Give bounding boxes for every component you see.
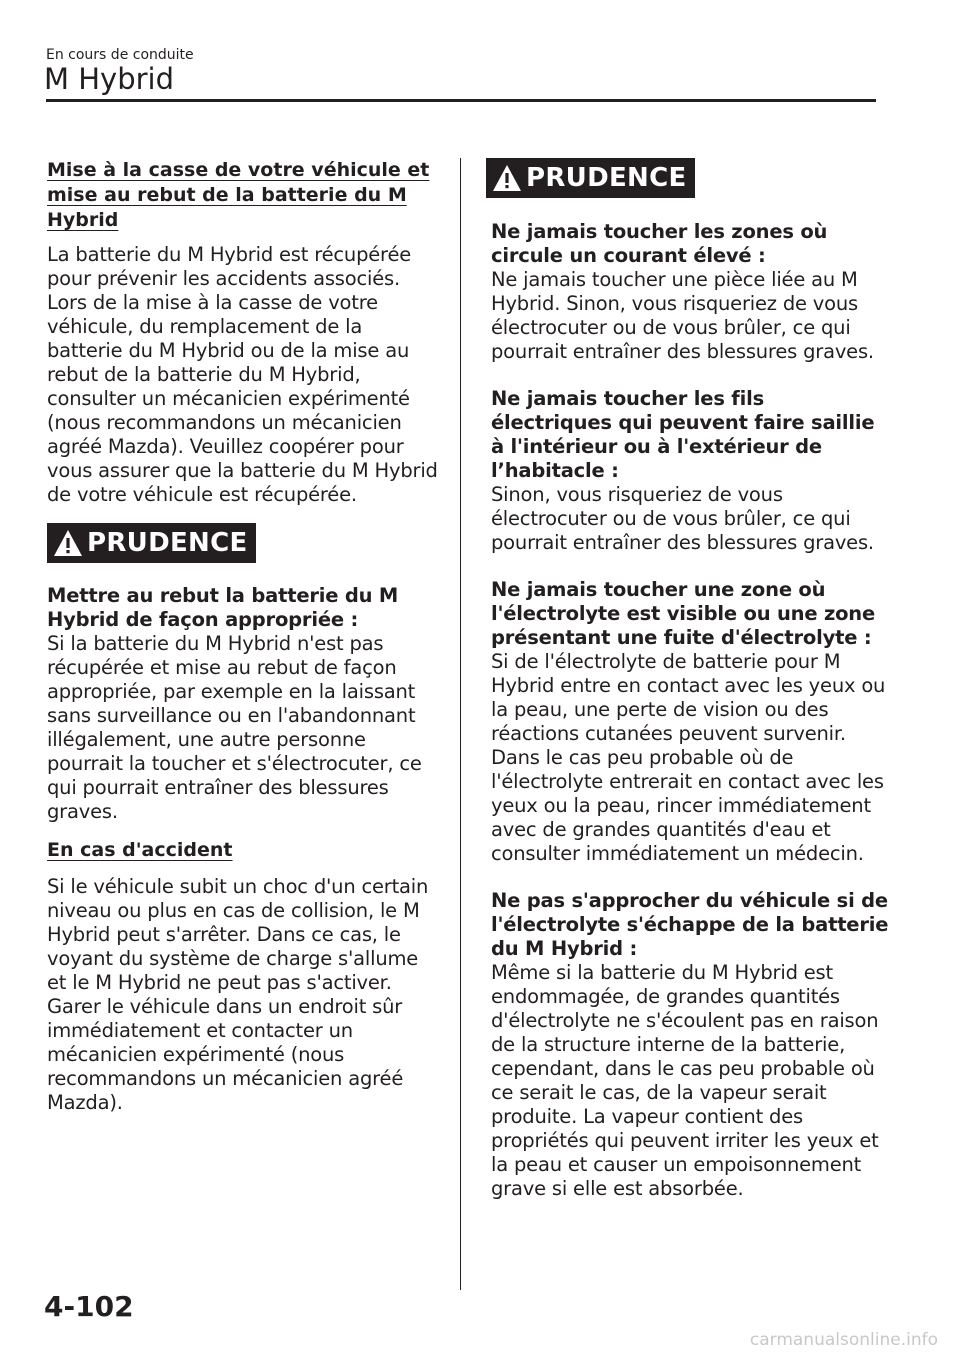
caution-item	[491, 889, 891, 1201]
scrap-paragraph: La batterie du M Hybrid est récupérée pour prévenir les accidents associés. Lors de la mise à la casse de votre véhicule, du remplacement de la batterie du M Hybrid ou de la mise au rebut de la batterie du M Hybrid, consulter un mécanicien expérimenté (nous recommandons un mécanicien agréé Mazda). Veuillez coopérer pour vous assurer que la batterie du M Hybrid de votre véhicule est récupérée.	[47, 243, 438, 506]
caution-label: PRUDENCE	[87, 528, 248, 558]
caution-badge	[486, 158, 695, 198]
caution-item-title: Ne jamais toucher une zone où l'électrolyte est visible ou une zone présentant une fuite d'électrolyte :	[491, 578, 875, 649]
caution-item-text: Sinon, vous risqueriez de vous électrocuter ou de vous brûler, ce qui pourrait entraîner des blessures graves.	[491, 483, 874, 554]
warning-triangle-icon	[492, 164, 522, 192]
left-column	[47, 158, 442, 1115]
accident-paragraph: Si le véhicule subit un choc d'un certain niveau ou plus en cas de collision, le M Hybrid peut s'arrêter. Dans ce cas, le voyant du système de charge s'allume et le M Hybrid ne peut pas s'activer. Garer le véhicule dans un endroit sûr immédiatement et contacter un mécanicien expérimenté (nous recommandons un mécanicien agréé Mazda).	[47, 875, 429, 1114]
warning-triangle-icon	[53, 529, 83, 557]
scrap-heading-line: Hybrid	[47, 209, 119, 231]
caution-item	[491, 578, 891, 866]
header-rule	[46, 99, 876, 102]
caution-item-title: Ne pas s'approcher du véhicule si de l'électrolyte s'échappe de la batterie du M Hybrid :	[491, 889, 889, 960]
caution-item-text: Si de l'électrolyte de batterie pour M Hybrid entre en contact avec les yeux ou la peau, une perte de vision ou des réactions cutanées peuvent survenir. Dans le cas peu probable où de l'électrolyte entrerait en contact avec les yeux ou la peau, rincer immédiatement avec de grandes quantités d'eau et consulter immédiatement un médecin.	[491, 650, 886, 865]
scrap-heading	[47, 158, 442, 233]
caution-badge	[47, 523, 256, 563]
page-number: 4-102	[44, 1290, 134, 1323]
caution-item-text: Même si la batterie du M Hybrid est endommagée, de grandes quantités d'électrolyte ne s'écoulent pas en raison de la structure interne de la batterie, cependant, dans le cas peu probable où ce serait le cas, de la vapeur serait produite. La vapeur contient des propriétés qui peuvent irriter les yeux et la peau et causer un empoisonnement grave si elle est absorbée.	[491, 961, 879, 1200]
watermark: carmanualsonline.info	[749, 1330, 938, 1350]
right-column	[491, 158, 891, 1201]
scrap-heading-line: mise au rebut de la batterie du M	[47, 184, 407, 206]
caution-item-text: Si la batterie du M Hybrid n'est pas récupérée et mise au rebut de façon appropriée, par exemple en la laissant sans surveillance ou en l'abandonnant illégalement, une autre personne pourrait la toucher et s'électrocuter, ce qui pourrait entraîner des blessures graves.	[47, 632, 422, 823]
caution-item	[491, 220, 891, 364]
running-header: En cours de conduite	[46, 47, 194, 63]
caution-item-title: Ne jamais toucher les fils électriques qui peuvent faire saillie à l'intérieur ou à l'extérieur de l’habitacle :	[491, 387, 875, 482]
scrap-heading-line: Mise à la casse de votre véhicule et	[47, 159, 430, 181]
caution-label: PRUDENCE	[526, 163, 687, 193]
accident-heading	[47, 838, 442, 863]
caution-item	[47, 584, 442, 824]
caution-item	[491, 387, 891, 555]
caution-item-text: Ne jamais toucher une pièce liée au M Hybrid. Sinon, vous risqueriez de vous électrocuter ou de vous brûler, ce qui pourrait entraîner des blessures graves.	[491, 268, 874, 363]
caution-item-title: Mettre au rebut la batterie du M Hybrid de façon appropriée :	[47, 584, 399, 631]
caution-item-title: Ne jamais toucher les zones où circule un courant élevé :	[491, 220, 828, 267]
column-divider	[460, 158, 461, 1290]
accident-heading-text: En cas d'accident	[47, 839, 233, 861]
section-title: M Hybrid	[44, 62, 175, 96]
